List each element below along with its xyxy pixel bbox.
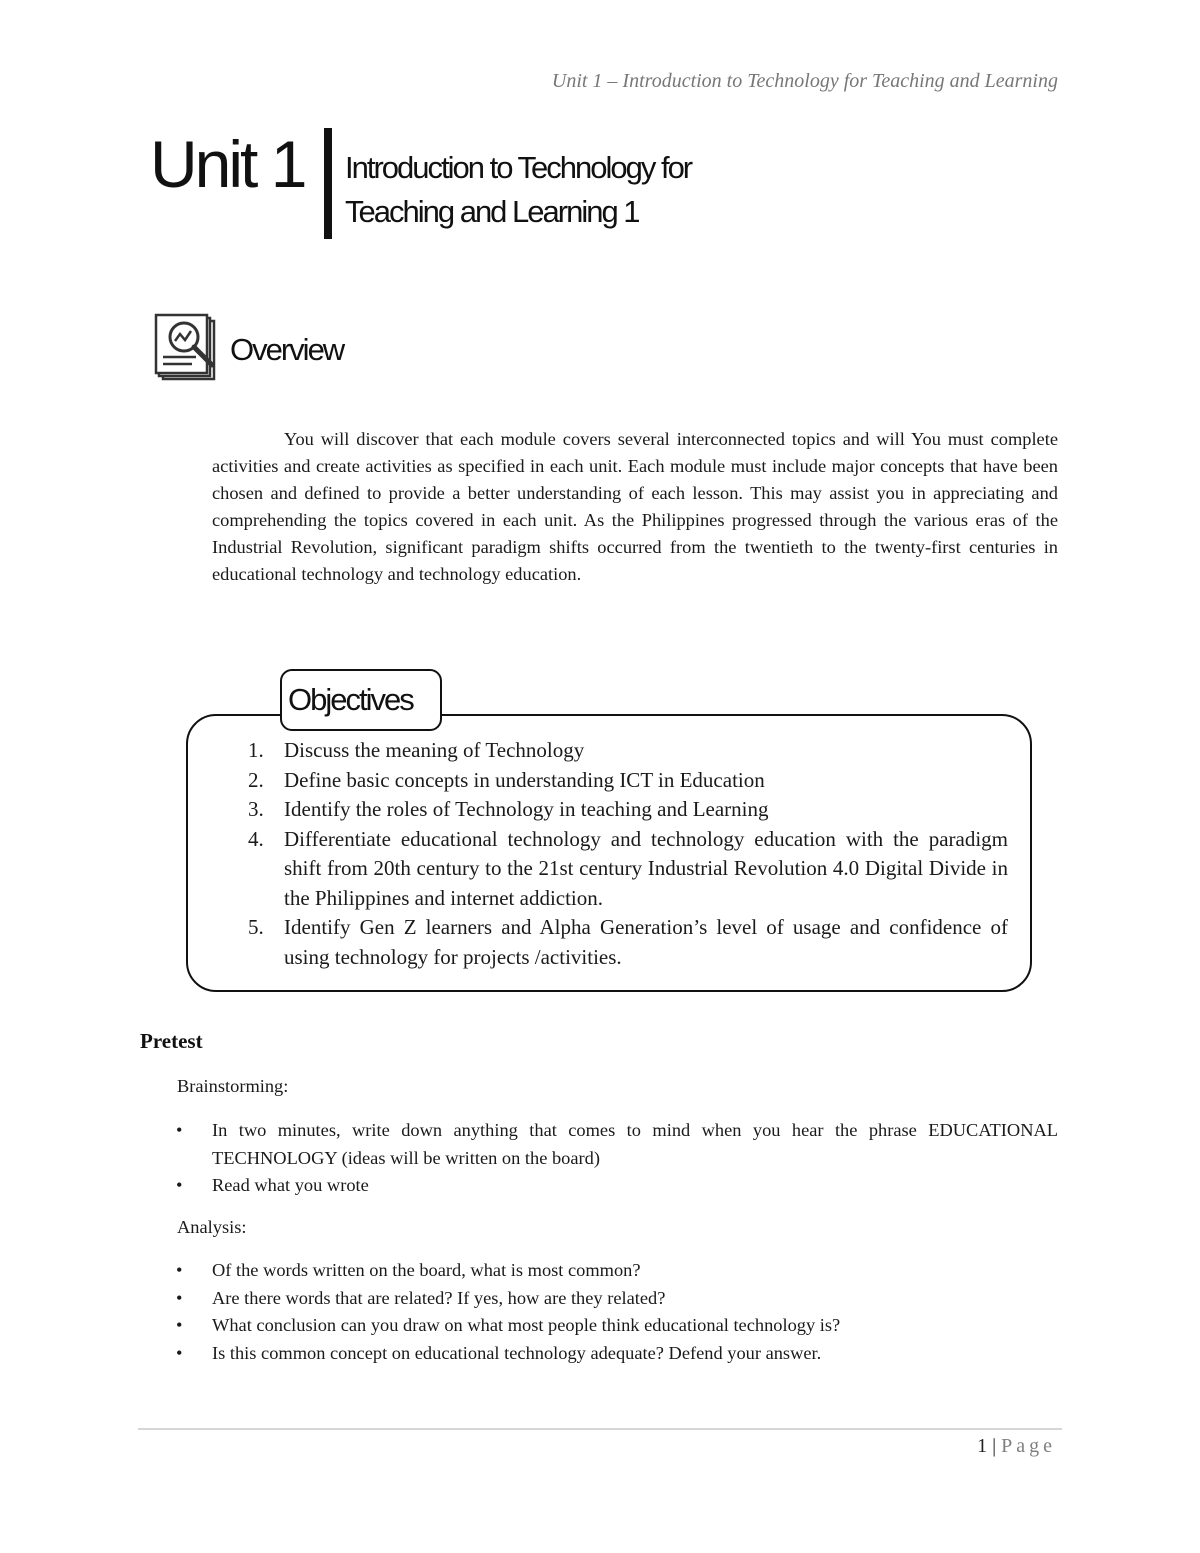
bullet-icon: • (176, 1342, 183, 1363)
bullet-icon: • (176, 1315, 183, 1335)
brainstorming-list (176, 1117, 1058, 1200)
objective-item (248, 913, 1008, 972)
list-item (176, 1117, 1058, 1172)
bullet-icon: • (176, 1120, 183, 1140)
objective-number: 4. (248, 826, 264, 851)
list-item (176, 1285, 1058, 1313)
objective-item (248, 766, 1008, 796)
objective-text: Discuss the meaning of Technology (284, 738, 585, 762)
analysis-list (176, 1257, 1058, 1367)
title-divider-bar (324, 128, 332, 239)
list-item (176, 1312, 1058, 1340)
objectives-heading: Objectives (288, 682, 413, 717)
list-item (176, 1257, 1058, 1285)
report-magnifier-icon (154, 313, 218, 381)
bullet-icon: • (176, 1175, 183, 1195)
objective-item (248, 736, 1008, 766)
overview-heading: Overview (230, 332, 344, 367)
page-word: Page (1001, 1435, 1056, 1457)
running-header: Unit 1 – Introduction to Technology for Teaching and Learning (551, 70, 1058, 92)
objective-item (248, 795, 1008, 825)
objective-number: 2. (248, 767, 264, 792)
analysis-label: Analysis: (177, 1217, 247, 1237)
objective-text: Differentiate educational technology and technology education with the paradigm shift from 20th century to the 21st century Industrial Revolution 4.0 Digital Divide in the Philippines and internet addiction. (284, 826, 1008, 910)
page-footer (900, 1432, 1056, 1460)
objective-number: 5. (248, 915, 264, 939)
objective-text: Define basic concepts in understanding ICT in Education (284, 767, 765, 792)
objective-text: Identify Gen Z learners and Alpha Generation’s level of usage and confidence of using technology for projects /activities. (284, 915, 1008, 969)
list-item-text: In two minutes, write down anything that comes to mind when you hear the phrase EDUCATIONAL TECHNOLOGY (ideas will be written on the board) (212, 1120, 1058, 1168)
list-item (176, 1172, 1058, 1200)
objectives-list (248, 736, 1008, 972)
objective-item (248, 825, 1008, 914)
unit-title-line-2: Teaching and Learning 1 (345, 194, 639, 229)
overview-paragraph: You will discover that each module covers several interconnected topics and will You must complete activities and create activities as specified in each unit. Each module must include major concepts that have been chosen and defined to provide a better understanding of each lesson. This may assist you in appreciating and comprehending the topics covered in each unit. As the Philippines progressed through the various eras of the Industrial Revolution, significant paradigm shifts occurred from the twentieth to the twenty-first centuries in educational technology and technology education. (212, 429, 1058, 584)
bullet-icon: • (176, 1287, 183, 1308)
list-item-text: Read what you wrote (212, 1175, 369, 1195)
brainstorming-label: Brainstorming: (177, 1076, 289, 1096)
objective-number: 1. (248, 738, 264, 762)
page-number: 1 (977, 1435, 988, 1457)
bullet-icon: • (176, 1260, 183, 1280)
list-item-text: Is this common concept on educational technology adequate? Defend your answer. (212, 1342, 822, 1363)
list-item (176, 1340, 1058, 1368)
list-item-text: Are there words that are related? If yes, how are they related? (212, 1287, 666, 1308)
objective-text: Identify the roles of Technology in teaching and Learning (284, 797, 769, 821)
unit-title (345, 146, 765, 234)
objective-number: 3. (248, 797, 264, 821)
list-item-text: What conclusion can you draw on what most people think educational technology is? (212, 1315, 841, 1335)
list-item-text: Of the words written on the board, what is most common? (212, 1260, 641, 1280)
unit-label: Unit 1 (150, 127, 305, 201)
objectives-tab (280, 669, 442, 731)
pretest-heading: Pretest (140, 1029, 203, 1053)
footer-separator: | (992, 1435, 997, 1457)
footer-rule (138, 1428, 1062, 1430)
unit-title-line-1: Introduction to Technology for (345, 150, 692, 185)
